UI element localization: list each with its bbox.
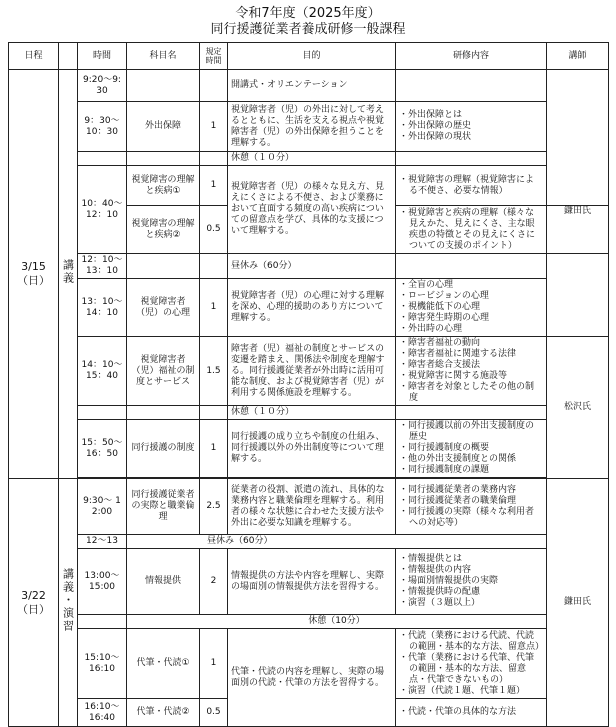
list-item: ・ 演習（３題以上）: [409, 598, 543, 609]
hours-cell: 1: [200, 279, 228, 337]
hours-cell: 0.5: [200, 699, 228, 727]
day1-type-cell: [59, 70, 78, 479]
hours-cell: 2: [200, 549, 228, 615]
list-item: ・ 情報提供の内容: [409, 565, 543, 576]
instructor-cell: 鎌田氏: [547, 479, 609, 727]
list-item: ・ 視覚障害と疾病の理解（様々な見えかた、見えにくさ、主な眼疾患の特徴とその見えにくさについての支援のポイント）: [409, 208, 543, 252]
table-row: [9, 70, 609, 102]
content-cell: [396, 629, 547, 699]
list-item: ・ 情報提供とは: [409, 554, 543, 565]
list-item: ・ 代読（業務における代読、代読の範囲・基本的な方法、留意点）: [409, 631, 543, 653]
subject-cell: 視覚障害者（児）の心理: [127, 279, 200, 337]
table-row: [9, 152, 609, 166]
hours-cell: 1: [200, 629, 228, 699]
day2-date-cell: [9, 479, 59, 727]
list-item: ・ 視覚障害に関する施設等: [409, 371, 543, 382]
table-row: [9, 406, 609, 420]
table-row: [9, 629, 609, 697]
lunch-cell: 昼休み（60分）: [127, 535, 547, 549]
content-cell: [396, 479, 547, 535]
table-row: [9, 549, 609, 615]
table-row: [9, 420, 609, 478]
day1-type: 講義: [61, 259, 75, 285]
list-item: ・ 視覚障害の理解（視覚障害による不便さ、必要な情報）: [409, 175, 543, 197]
purpose-cell: 代筆・代読の内容を理解し、実際の場面別の代読・代筆の方法を習得する。: [228, 629, 396, 727]
list-item: ・ 全盲の心理: [409, 280, 543, 291]
content-cell: [396, 549, 547, 615]
header-instructor: 講師: [547, 43, 609, 70]
time-cell: 16:10～ 16:40: [78, 699, 127, 727]
break-cell: 休憩（１０分）: [228, 406, 396, 420]
header-purpose: 目的: [228, 43, 396, 70]
content-cell: [396, 279, 547, 337]
list-item: ・ 障害者総合支援法: [409, 360, 543, 371]
header-hours: 規定時間: [200, 43, 228, 70]
subject-cell: 同行援護の制度: [127, 420, 200, 478]
instructor-cell: 鎌田氏: [547, 206, 609, 254]
list-item: ・ 他の外出支援制度との関係: [409, 454, 543, 465]
time-cell: 10：40～ 12：10: [78, 166, 127, 254]
list-item: ・ 障害発生時期の心理: [409, 313, 543, 324]
purpose-cell: 情報提供の方法や内容を理解し、実際の場面別の情報提供方法を習得する。: [228, 549, 396, 615]
header-date: 日程: [9, 43, 59, 70]
activity-cell: 開講式・オリエンテーション: [228, 70, 396, 102]
time-cell: 9:30～ 12:00: [78, 479, 127, 535]
time-cell: 15:10～ 16:10: [78, 629, 127, 699]
time-cell: 15：50～ 16：50: [78, 420, 127, 478]
day2-date: 3/22: [21, 588, 46, 602]
hours-cell: 1.5: [200, 337, 228, 406]
document-title-year: 令和7年度（2025年度）: [235, 6, 381, 21]
header-period: [59, 43, 78, 70]
header-subject: 科目名: [127, 43, 200, 70]
content-cell: [396, 206, 547, 254]
table-row: [9, 102, 609, 152]
time-cell: 12～13: [78, 535, 127, 549]
list-item: ・ 代読・代筆の具体的な方法: [409, 707, 543, 718]
list-item: ・ 場面別情報提供の実際: [409, 576, 543, 587]
hours-cell: 2.5: [200, 479, 228, 535]
list-item: ・ 視機能低下の心理: [409, 302, 543, 313]
time-cell: 12：10～ 13：10: [78, 254, 127, 279]
list-item: ・ 外出保障とは: [409, 110, 543, 121]
table-row: [9, 615, 609, 629]
list-item: ・ 同行援護制度の課題: [409, 465, 543, 476]
table-row: [9, 254, 609, 279]
subject-cell: 視覚障害者（児）福祉の制度とサービス: [127, 337, 200, 406]
time-cell: 9:20～9:30: [78, 70, 127, 102]
list-item: ・ ロービジョンの心理: [409, 291, 543, 302]
table-row: [9, 479, 609, 535]
instructor-cell: 松沢氏: [547, 337, 609, 479]
header-content: 研修内容: [396, 43, 547, 70]
day2-weekday: （日）: [17, 602, 50, 616]
table-row: [9, 337, 609, 406]
purpose-cell: 視覚障害者（児）の心理に対する理解を深め、心理的援助のあり方について理解する。: [228, 279, 396, 337]
list-item: ・ 同行援護以前の外出支援制度の歴史: [409, 421, 543, 443]
table-row: [9, 166, 609, 206]
break-cell: 休憩（１０分）: [228, 152, 396, 166]
header-row: [9, 43, 609, 70]
subject-cell: 情報提供: [127, 549, 200, 615]
purpose-cell: 従業者の役割、派遣の流れ、具体的な業務内容と職業倫理を理解する。利用者の様々な状態に合わせた支援方法や外出に必要な知識を理解する。: [228, 479, 396, 535]
content-cell: [396, 420, 547, 478]
purpose-cell: 障害者（児）福祉の制度とサービスの変遷を踏まえ、関係法や制度を理解する。同行援護従業者が外出時に活用可能な制度、および視覚障害者（児）が利用する関係施設を理解する。: [228, 337, 396, 406]
day1-date-cell: [9, 70, 59, 479]
subject-cell: 同行援護従業者の実際と職業倫理: [127, 479, 200, 535]
subject-cell: 視覚障害の理解と疾病①: [127, 166, 200, 206]
time-cell: 14：10～ 15：40: [78, 337, 127, 406]
day2-type: 講義・演習: [61, 568, 75, 633]
subject-cell: 代筆・代読②: [127, 699, 200, 727]
hours-cell: 0.5: [200, 206, 228, 254]
subject-cell: 外出保障: [127, 102, 200, 152]
list-item: ・ 代筆（業務における代筆、代筆の範囲・基本的な方法、留意点・代筆できないもの）: [409, 653, 543, 686]
content-cell: [396, 337, 547, 406]
document-title-course: 同行援護従業者養成研修一般課程: [210, 22, 406, 37]
hours-cell: 1: [200, 420, 228, 478]
table-row: [9, 535, 609, 549]
time-cell: 13：10～ 14：10: [78, 279, 127, 337]
content-cell: [396, 699, 547, 727]
table-row: [9, 279, 609, 337]
subject-cell: 代筆・代読①: [127, 629, 200, 699]
list-item: ・ 同行援護の実際（様々な利用者への対応等）: [409, 507, 543, 529]
subject-cell: 視覚障害の理解と疾病②: [127, 206, 200, 254]
purpose-cell: 視覚障害者（児）の様々な見え方、見えにくさによる不便さ、および業務において直面する頻度の高い疾病についての留意点を学び、具体的な支援について理解する。: [228, 166, 396, 254]
list-item: ・ 外出時の心理: [409, 324, 543, 335]
list-item: ・ 障害者福祉の動向: [409, 338, 543, 349]
list-item: ・ 演習（代読１題、代筆１題）: [409, 686, 543, 697]
time-cell: 13:00～ 15:00: [78, 549, 127, 615]
day2-type-cell: [59, 479, 78, 727]
list-item: ・ 情報提供時の配慮: [409, 587, 543, 598]
content-cell: [396, 102, 547, 152]
content-cell: [396, 166, 547, 206]
hours-cell: 1: [200, 102, 228, 152]
list-item: ・ 障害者福祉に関連する法律: [409, 349, 543, 360]
purpose-cell: 視覚障害者（児）の外出に対して考えるとともに、生活を支える視点や視覚障害者（児）の外出保障を担うことを理解する。: [228, 102, 396, 152]
lunch-cell: 昼休み（60分）: [228, 254, 396, 279]
list-item: ・ 外出保障の現状: [409, 132, 543, 143]
list-item: ・ 外出保障の歴史: [409, 121, 543, 132]
purpose-cell: 同行援護の成り立ちや制度の仕組み、同行援護以外の外出制度等について理解する。: [228, 420, 396, 478]
day1-date: 3/15: [21, 260, 46, 273]
schedule-table: [8, 42, 609, 727]
day1-weekday: （日）: [17, 274, 50, 287]
header-time: 時間: [78, 43, 127, 70]
list-item: ・ 障害者を対象としたその他の制度: [409, 382, 543, 404]
hours-cell: 1: [200, 166, 228, 206]
list-item: ・ 同行援護従業者の職業倫理: [409, 496, 543, 507]
list-item: ・ 同行援護制度の概要: [409, 443, 543, 454]
list-item: ・ 同行援護従業者の業務内容: [409, 485, 543, 496]
time-cell: 9：30～ 10：30: [78, 102, 127, 152]
break-cell: 休憩（10分）: [127, 615, 547, 629]
